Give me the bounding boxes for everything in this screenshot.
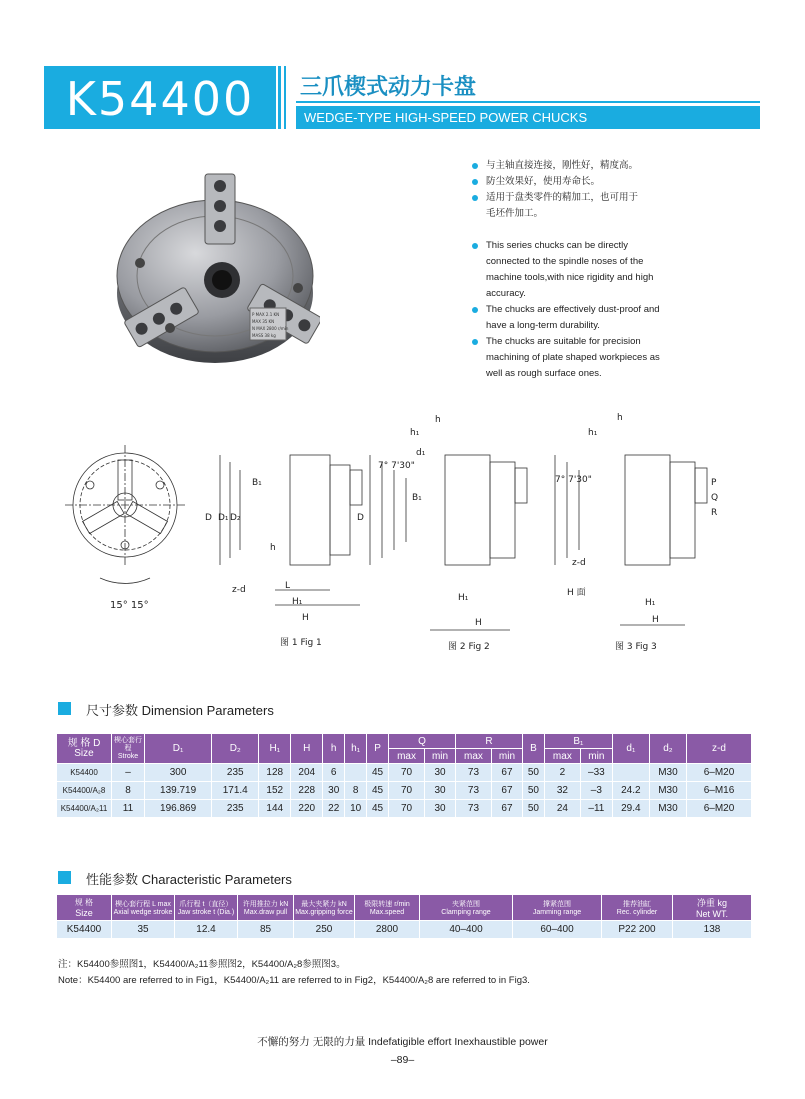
svg-text:h: h [270,543,276,553]
svg-text:L: L [285,581,291,591]
svg-text:D: D [205,513,212,523]
svg-text:H₁: H₁ [458,593,469,603]
svg-text:H₁: H₁ [645,598,656,608]
chuck-photo [110,168,320,378]
svg-text:Q: Q [711,493,719,503]
feature-item: 与主轴直接连接，刚性好，精度高。 [472,158,682,174]
feature-item: The chucks are suitable for precision machining of plate shaped workpieces as well as rough surface ones. [472,334,672,382]
svg-text:图 3 Fig 3: 图 3 Fig 3 [615,642,657,652]
table-row: K54400/A₂8 8 139.719 171.4 152 228 30 8 45 70 30 73 67 50 32 –3 24.2 M30 6–M16 [57,782,752,800]
svg-text:d₁: d₁ [416,448,426,458]
note-en: Note：K54400 are referred to in Fig1，K54400/A₂11 are referred to in Fig2，K54400/A₂8 are referred to in Fig3. [58,975,530,986]
svg-text:z-d: z-d [232,585,246,595]
svg-text:D₂: D₂ [230,513,241,523]
footer-slogan: 不懈的努力 无限的力量 Indefatigible effort Inexhaustible power [257,1036,548,1048]
square-icon [58,871,71,884]
header-rule [296,101,760,103]
fig3-side-view [555,413,718,652]
svg-text:H: H [652,615,659,625]
svg-text:图 2 Fig 2: 图 2 Fig 2 [448,642,490,652]
svg-text:H₁: H₁ [292,597,303,607]
feature-item: This series chucks can be directly connected to the spindle noses of the machine tools,with nice rigidity and high accuracy. [472,238,672,302]
table-row: K54400 – 300 235 128 204 6 45 70 30 73 67 50 2 –33 M30 6–M20 [57,764,752,782]
svg-text:7° 7'30": 7° 7'30" [378,461,415,471]
svg-text:P: P [711,478,717,488]
title-en: WEDGE-TYPE HIGH-SPEED POWER CHUCKS [296,106,760,129]
svg-text:z-d: z-d [572,558,586,568]
fig1-side-view [205,455,362,648]
table-row: K54400/A₂11 11 196.869 235 144 220 22 10 45 70 30 73 67 50 24 –11 29.4 M30 6–M20 [57,800,752,818]
svg-text:D₁: D₁ [218,513,229,523]
svg-text:R: R [711,508,718,518]
feature-item: 适用于盘类零件的精加工，也可用于毛坯件加工。 [472,190,646,222]
section-title-dimension: 尺寸参数 Dimension Parameters [86,703,274,718]
header-divider [278,66,281,129]
svg-text:15° 15°: 15° 15° [110,600,149,611]
technical-drawings [60,400,750,660]
table-row: K54400 35 12.4 85 250 2800 40–400 60–400 P22 200 138 [57,921,752,939]
note-cn: 注：K54400参照图1，K54400/A₂11参照图2，K54400/A₂8参照图3。 [58,959,346,970]
svg-text:MASS 38 kg: MASS 38 kg [252,333,276,338]
svg-text:N MAX 2800 r/min: N MAX 2800 r/min [252,326,289,331]
fig1-front-view [65,445,185,611]
feature-item: 防尘效果好，使用寿命长。 [472,174,682,190]
svg-text:h₁: h₁ [588,428,598,438]
features-en [472,238,672,382]
svg-text:H: H [475,618,482,628]
characteristic-table: 规 格 Size 楔心套行程 L max Axial wedge stroke 爪行程 t（直径） Jaw stroke t (Dia.) 许用推拉力 kN Max.draw pull 最大夹紧力 kN Max.gripping force 极限转速 r/min Max.speed 夹紧范围 Clamping range 撑紧范围 Jamming range 推荐油缸 Rec. cylinder 净重 kg Net WT. K54400 35 12.4 85 250 2800 40–400 60–400 P22 200 138 [56,894,752,939]
fig2-side-view [357,415,527,652]
title-cn: 三爪楔式动力卡盘 [300,75,477,100]
section-title-characteristic: 性能参数 Characteristic Parameters [86,872,292,887]
svg-text:B₁: B₁ [412,493,422,503]
svg-text:h₁: h₁ [410,428,420,438]
header-divider [284,66,286,129]
features-cn [472,158,682,222]
feature-item: The chucks are effectively dust-proof and have a long-term durability. [472,302,672,334]
svg-text:图 1 Fig 1: 图 1 Fig 1 [280,638,322,648]
svg-text:B₁: B₁ [252,478,262,488]
svg-text:D: D [357,513,364,523]
svg-text:7° 7'30": 7° 7'30" [555,475,592,485]
dimension-table: 规 格 D Size 楔心套行程 Stroke D₁ D₂ H₁ H h h₁ P Q R B B₁ d₁ d₂ z-d max min max min max min K54400 – 300 235 128 204 6 45 70 30 73 67 50 2 –33 M30 6–M20 K54400/A₂8 8 139.719 171.4 152 228 30 8 45 70 30 73 67 50 32 –3 24.2 M30 6–M16 K54400/A₂11 11 196.869 235 144 220 22 10 45 70 30 73 67 50 24 –11 29.4 M30 6–M20 [56,733,752,818]
svg-text:H: H [302,613,309,623]
svg-text:H 面: H 面 [567,588,586,598]
svg-text:h: h [435,415,441,425]
svg-text:MAX 35 KN: MAX 35 KN [252,319,275,324]
svg-text:h: h [617,413,623,423]
svg-text:P MAX 2.1 KN: P MAX 2.1 KN [252,312,280,317]
product-code: K54400 [65,72,255,126]
page-number: –89– [390,1054,415,1066]
square-icon [58,702,71,715]
